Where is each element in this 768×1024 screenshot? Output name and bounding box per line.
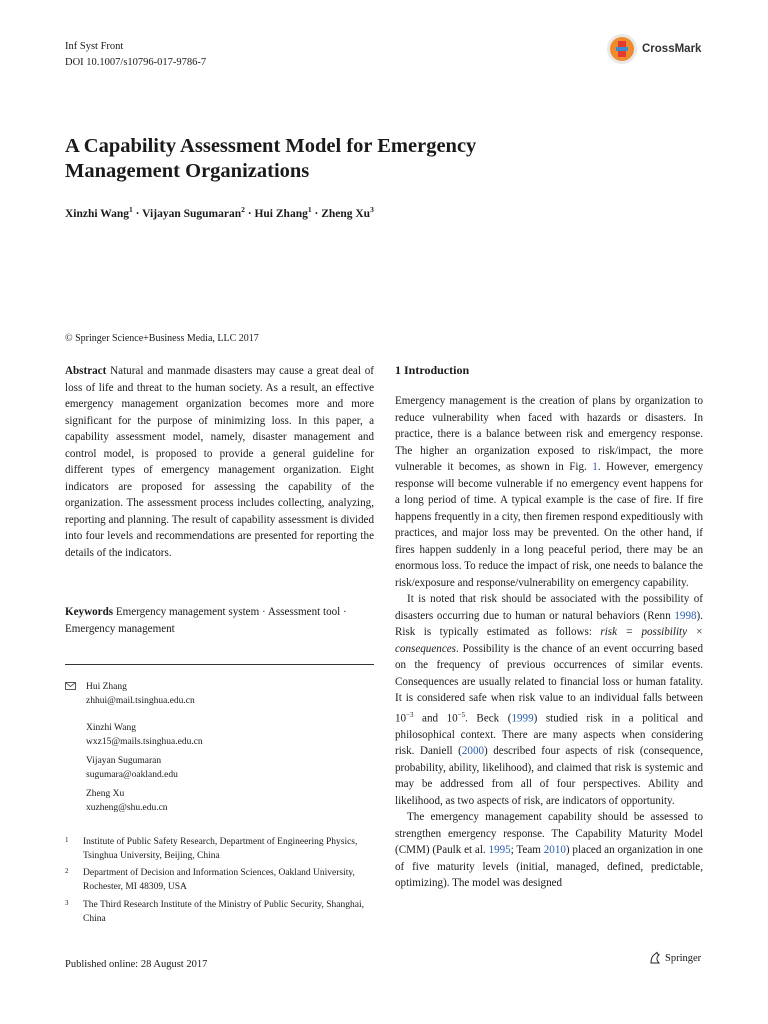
author-affiliation-mark: 1 xyxy=(307,205,312,214)
paper-title: A Capability Assessment Model for Emergency Management Organizations xyxy=(65,135,477,182)
text-run: The emergency management capability should be assessed to strengthen emergency response. The Capability Maturity Model (CMM) (Paulk et al. xyxy=(395,811,703,857)
author-separator: · xyxy=(244,207,255,220)
paragraph xyxy=(395,809,703,892)
affiliation-number: 2 xyxy=(65,867,69,875)
author-affiliation-mark: 2 xyxy=(241,205,245,214)
contact-email[interactable]: xuzheng@shu.edu.cn xyxy=(86,803,168,813)
springer-horse-icon xyxy=(648,951,662,965)
contact-block xyxy=(86,754,178,782)
abstract xyxy=(65,363,374,561)
published-date: Published online: 28 August 2017 xyxy=(65,959,208,970)
affiliation-text: The Third Research Institute of the Ministry of Public Security, Shanghai, China xyxy=(83,900,364,924)
author-name[interactable]: Zheng Xu xyxy=(321,207,371,220)
contact-name: Xinzhi Wang xyxy=(86,723,136,733)
author-list xyxy=(65,205,374,220)
author-name[interactable]: Vijayan Sugumaran xyxy=(142,207,242,220)
contact-name: Hui Zhang xyxy=(86,682,127,692)
abstract-text: Natural and manmade disasters may cause a great deal of loss of life and threat to the human society. As a result, an effective emergency management organization becomes more and more significant for the purpose of minimizing loss. In this paper, a capability assessment model, namely, disaster management and control model, is proposed to provide a general guideline for different types of emergency management organization. Eight indicators are proposed for assessing the capability of the organization. The assessment process includes collecting, analyzing, reporting and planning. The result of capability assessment is divided into four levels and recommendations are presented for reporting the details of the indicators. xyxy=(65,365,374,559)
contact-name: Zheng Xu xyxy=(86,789,125,799)
author-name[interactable]: Hui Zhang xyxy=(254,207,308,220)
contact-block xyxy=(86,721,203,749)
doi[interactable]: DOI 10.1007/s10796-017-9786-7 xyxy=(65,57,207,68)
publisher-name: Springer xyxy=(665,952,702,964)
text-run: ) studied risk in a political and philosophical context. There are many aspects when considering risk. Daniell ( xyxy=(395,712,703,758)
crossmark-icon xyxy=(606,33,638,65)
text-run: Emergency management is the creation of plans by organization to reduce vulnerability when faced with hazards or disasters. In practice, there is a balance between risk and emergency response. The higher an organization exposed to risk/impact, the more vulnerable it becomes, as shown in Fig. xyxy=(395,395,703,473)
text-run: ) described four aspects of risk (consequence, probability, ability, likelihood), and claimed that risk is systemic and may be addressed from all of four perspectives. Ability and likelihood, as two aspects of risk, are indicators of opportunity. xyxy=(395,745,703,807)
copyright-notice: © Springer Science+Business Media, LLC 2017 xyxy=(65,333,259,344)
citation-link[interactable]: 2010 xyxy=(543,844,566,857)
citation-link[interactable]: 1995 xyxy=(488,844,511,857)
section-heading: 1 Introduction xyxy=(395,363,470,377)
text-run: ; Team xyxy=(510,844,544,857)
author-affiliation-mark: 3 xyxy=(370,205,374,214)
text-run: . Possibility is the chance of an event occurring based on the frequency of previous occurrences of similar events. Consequences are usually related to financial loss or human fatality. It is considered safe when risk value to an individual falls between 10 xyxy=(395,642,703,725)
affiliation-text: Institute of Public Safety Research, Department of Engineering Physics, Tsinghua University, Beijing, China xyxy=(83,837,358,861)
text-run: . Beck ( xyxy=(465,712,512,725)
contact-name: Vijayan Sugumaran xyxy=(86,756,162,766)
affiliation xyxy=(65,898,374,926)
publisher-logo xyxy=(648,951,701,965)
paragraph xyxy=(395,591,703,809)
author-affiliation-mark: 1 xyxy=(129,205,133,214)
crossmark-label: CrossMark xyxy=(642,43,702,55)
figure-link[interactable]: 1 xyxy=(592,461,598,473)
crossmark-badge[interactable] xyxy=(606,33,746,65)
affiliation-number: 3 xyxy=(65,899,69,907)
contact-email[interactable]: sugumara@oakland.edu xyxy=(86,770,178,780)
affiliation-number: 1 xyxy=(65,836,69,844)
risk-formula: risk = possibility × consequences xyxy=(395,626,703,655)
contact-block xyxy=(86,787,168,815)
text-run: . However, emergency response will become vulnerable if no emergency event happens for a long period of time. A typical example is the case of fire. If fire happens frequently in a city, then firemen respond expeditiously with practices, and major loss may be prevented. On the other hand, if fires happen suddenly in a long peaceful period, there may be an enormous loss. To reduce the impact of risk, one needs to balance the risk/exposure and response/vulnerability on emergency capability. xyxy=(395,461,703,589)
contact-email[interactable]: wxz15@mails.tsinghua.edu.cn xyxy=(86,737,203,747)
footnote-divider xyxy=(65,664,374,665)
keywords-text: Emergency management system · Assessment tool · Emergency management xyxy=(65,606,347,635)
exponent: −3 xyxy=(406,710,414,719)
text-run: It is noted that risk should be associated with the possibility of disasters occurring due to human or natural behaviors (Renn xyxy=(395,593,703,622)
paragraph xyxy=(395,393,703,591)
author-separator: · xyxy=(132,207,143,220)
contact-block xyxy=(86,680,195,708)
envelope-icon xyxy=(65,682,76,690)
text-run: ) placed an organization in one of five maturity levels (initial, managed, defined, predictable, optimizing). The model was designed xyxy=(395,844,703,890)
contact-email[interactable]: zhhui@mail.tsinghua.edu.cn xyxy=(86,696,195,706)
introduction-body xyxy=(395,393,703,892)
keywords-label: Keywords xyxy=(65,606,114,618)
citation-link[interactable]: 1998 xyxy=(674,609,697,622)
affiliation-text: Department of Decision and Information Sciences, Oakland University, Rochester, MI 48309, USA xyxy=(83,868,355,892)
keywords xyxy=(65,604,374,637)
author-name[interactable]: Xinzhi Wang xyxy=(65,207,130,220)
affiliation xyxy=(65,835,374,863)
citation-link[interactable]: 1999 xyxy=(511,712,534,725)
journal-name: Inf Syst Front xyxy=(65,41,124,52)
text-run: ). Risk is typically estimated as follows: xyxy=(395,609,703,638)
affiliation xyxy=(65,866,374,894)
text-run: and 10 xyxy=(413,712,458,725)
abstract-label: Abstract xyxy=(65,365,107,377)
citation-link[interactable]: 2000 xyxy=(461,745,485,758)
exponent: −5 xyxy=(457,710,466,719)
author-separator: · xyxy=(311,207,322,220)
